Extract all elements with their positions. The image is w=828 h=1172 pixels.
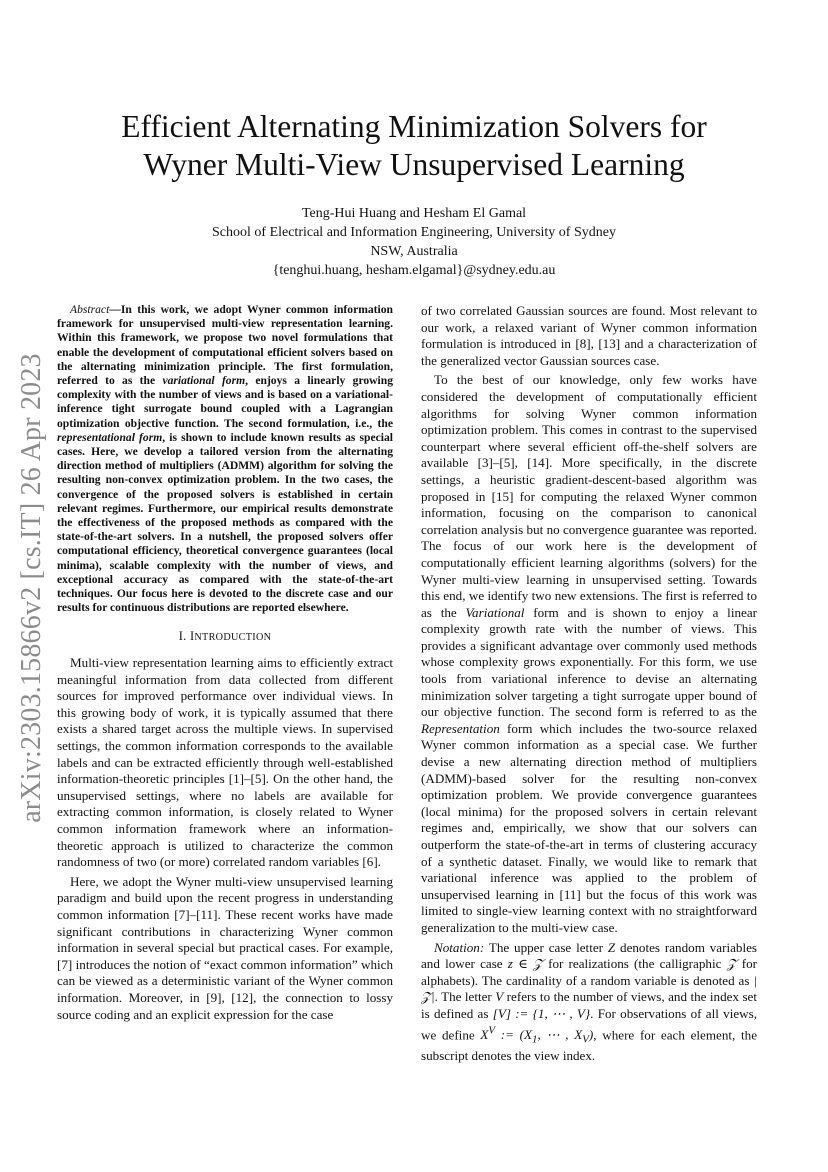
math-index-set: [V] := {1, ⋯ , V} — [492, 1005, 591, 1021]
abstract-text-3: , is shown to include known results as special cases. Here, we develop a tailored version from the alternating direction method of multipliers (ADMM) algorithm for solving the resulting non-convex optimization problem. In the two cases, the convergence of the proposed solvers is established in certain relevant regimes. Furthermore, our empirical results demonstrate the effectiveness of the proposed methods as compared with the state-of-the-art solvers. In a nutshell, the proposed solvers offer computational efficiency, theoretical convergence guarantees (local minima), scalable complexity with the number of views, and exceptional accuracy as compared with the state-of-the-art techniques. Our focus here is devoted to the discrete case and our results for continuous distributions are reported elsewhere. — [57, 430, 393, 615]
author-names: Teng-Hui Huang and Hesham El Gamal — [301, 206, 527, 221]
section-title-initial: I — [189, 629, 195, 644]
math-close: ) — [588, 1026, 594, 1042]
math-mid: , ⋯ , X — [537, 1026, 583, 1042]
notation-text-6: refers to the number of views, and the index set is defined as — [421, 989, 757, 1021]
abstract-text-2: , enjoys a linearly growing complexity with the number of views and is based on a variational-inference tight surrogate bound coupled with a Lagrangian optimization objective function. The second formulation, i.e., the — [57, 374, 394, 430]
notation-text-8: , where for each element, the subscript denotes the view index. — [421, 1026, 758, 1064]
notation-text-7: . For observations of all views, we define — [421, 1005, 757, 1042]
math-sub-1: 1 — [532, 1033, 538, 1046]
notation-text-3: for realizations (the calligraphic — [542, 956, 727, 972]
author-block — [60, 204, 768, 280]
intro-paragraph-1: Multi-view representation learning aims to efficiently extract meaningful information from data collected from different sources for improved performance over individual views. In this growing body of work, it is typically assumed that there exists a shared target across the multiple views. In supervised settings, the common information corresponds to the available labels and can be extracted efficiently through well-established information-theoretic principles [1]–[5]. On the other hand, the unsupervised settings, where no labels are available for extracting common information, is closely related to Wyner common information framework where an information-theoretic approach is utilized to characterize the common randomness of two (or more) correlated random variables [6]. — [57, 655, 393, 870]
intro-paragraph-2: Here, we adopt the Wyner multi-view unsupervised learning paradigm and build upon the recent progress in understanding common information [7]–[11]. These recent works have made significant contributions in characterizing Wyner common information in several special but practical cases. For example, [7] introduces the notion of “exact common information” which can be viewed as a deterministic variant of the Wyner common information. Moreover, in [9], [12], the connection to lossy source coding and an explicit expression for the case — [57, 873, 393, 1022]
p3-emph-1: Variational — [465, 604, 525, 620]
title-line-1: Efficient Alternating Minimization Solvers for — [121, 109, 707, 144]
abstract-emph-1: variational form — [162, 374, 246, 388]
right-column — [421, 303, 757, 1065]
abstract-dash: — — [109, 303, 121, 316]
abstract-label: Abstract — [70, 303, 110, 316]
math-sup-V: V — [488, 1024, 496, 1037]
abstract — [57, 303, 393, 615]
paper-title — [60, 108, 768, 184]
section-title-rest: NTRODUCTION — [194, 632, 272, 644]
abstract-emph-2: representational form — [57, 430, 163, 444]
email: {tenghui.huang, hesham.elgamal}@sydney.edu.au — [272, 263, 556, 278]
math-def: := (X — [495, 1026, 533, 1042]
section-number: I. — [178, 629, 190, 644]
notation-text-2: denotes random variables and lower case — [421, 939, 758, 972]
notation-label: Notation: — [434, 939, 485, 955]
affiliation: School of Electrical and Information Engineering, University of Sydney — [212, 225, 616, 240]
math-XV-definition — [480, 1024, 594, 1046]
abstract-text-1: In this work, we adopt Wyner common information framework for unsupervised multi-view representation learning. Within this framework, we propose two novel formulations that enable the development of computational efficient solvers based on the alternating minimization principle. The first formulation, referred to as the — [57, 303, 393, 388]
p3-text-1: To the best of our knowledge, only few works have considered the development of computationally efficient algorithms for solving Wyner common information optimization problem. This comes in contrast to the supervised counterpart where several efficient off-the-shelf solvers are available [3]–[5], [14]. More specifically, in the discrete settings, a heuristic gradient-descent-based algorithm was proposed in [15] for computing the relaxed Wyner common information, focusing on the comparison to canonical correlation analysis but no convergence guarantee was reported. The focus of our work here is the development of computationally efficient learning algorithms (solvers) for the Wyner multi-view learning in unsupervised setting. Towards this end, we identify two new extensions. The first is referred to as the — [421, 372, 757, 620]
arxiv-identifier — [12, 345, 52, 830]
title-line-2: Wyner Multi-View Unsupervised Learning — [143, 147, 685, 182]
math-z-in-Z: z ∈ 𝒵 — [507, 956, 543, 972]
math-calligraphic-Z: 𝒵 — [726, 956, 737, 972]
p3-text-3: form which includes the two-source relaxed Wyner common information as a special case. We further devise a new alternating direction method of multipliers (ADMM)-based solver for the resulting non-convex optimization problem. We provide convergence guarantees (local minima) for the proposed solvers in certain relevant regimes and, empirically, we show that our solvers can outperform the state-of-the-art in terms of clustering accuracy of a synthetic dataset. Finally, we would like to remark that variational inference was applied to the problem of unsupervised learning in [11] but the focus of this work was limited to single-view learning context with no straightforward generalization to the multi-view case. — [421, 720, 757, 935]
math-V: V — [495, 989, 504, 1005]
p3-text-2: form and is shown to enjoy a linear complexity growth rate with the number of views. This provides a significant advantage over commonly used methods whose complexity grows exponentially. For this form, we use tools from variational inference to devise an alternating minimization solver targeting a tight surrogate upper bound of our objective function. The second form is referred to as the — [421, 604, 757, 720]
math-cardinality: |𝒵| — [421, 972, 757, 1005]
notation-text-1: The upper case letter — [484, 939, 608, 955]
math-sub-V: V — [582, 1033, 589, 1046]
notation-text-4: for alphabets). The cardinality of a random variable is denoted as — [421, 956, 757, 988]
notation-text-5: . The letter — [434, 989, 496, 1005]
p3-emph-2: Representation — [421, 720, 500, 736]
notation-paragraph — [421, 940, 757, 1065]
intro-paragraph-3 — [421, 372, 757, 936]
section-heading-introduction — [57, 628, 393, 647]
intro-paragraph-2-continued: of two correlated Gaussian sources are found. Most relevant to our work, a relaxed variant of Wyner common information formulation is introduced in [8], [13] and a characterization of the generalized vector Gaussian sources case. — [421, 303, 757, 368]
left-column — [57, 303, 393, 1023]
math-X: X — [480, 1026, 489, 1042]
math-Z: Z — [607, 939, 616, 955]
arxiv-identifier-text: arXiv:2303.15866v2 [cs.IT] 26 Apr 2023 — [16, 352, 47, 823]
location: NSW, Australia — [370, 244, 458, 259]
